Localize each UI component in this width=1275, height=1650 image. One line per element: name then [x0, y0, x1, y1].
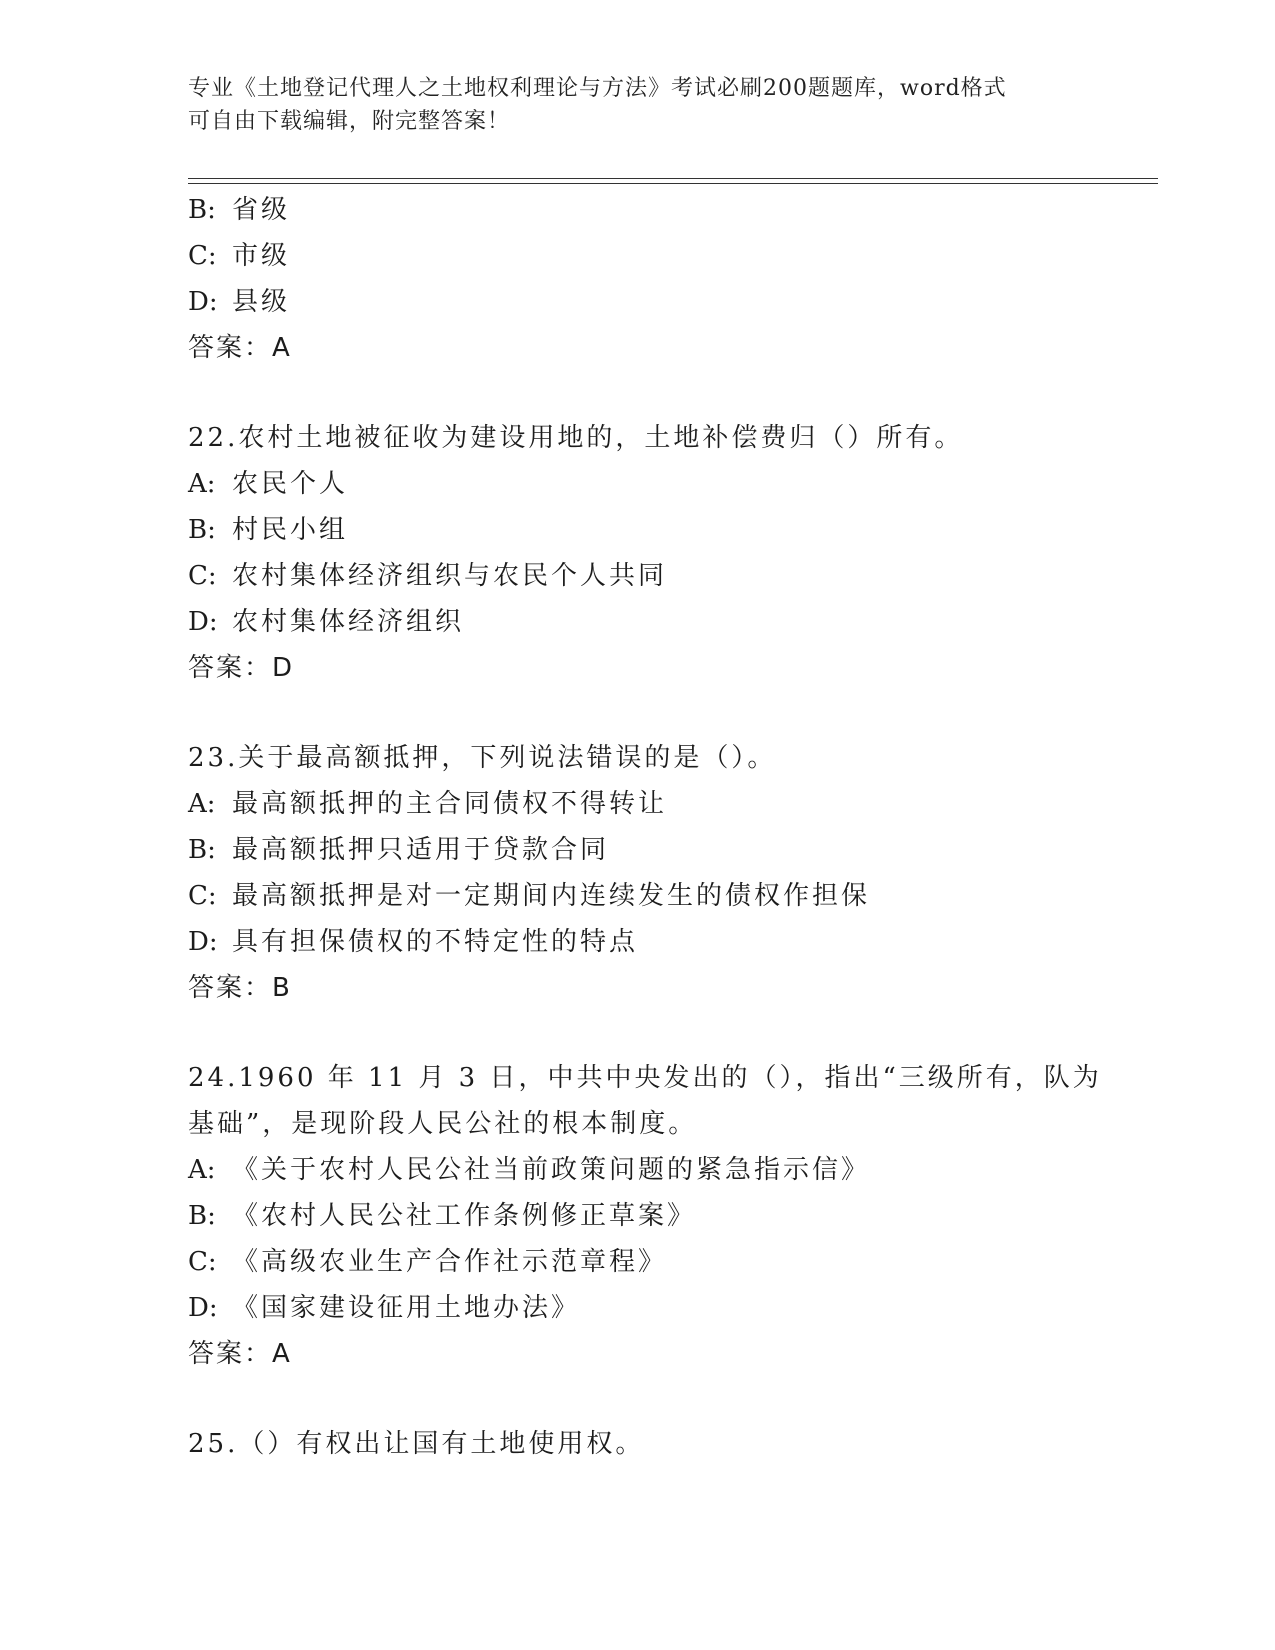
answer-line: 答案：A — [188, 1339, 292, 1369]
option-label: B: — [188, 1201, 216, 1231]
option-text: 《农村人民公社工作条例修正草案》 — [232, 1201, 697, 1231]
answer-line: 答案：B — [188, 973, 292, 1003]
spacer — [188, 691, 1138, 735]
option-label: C: — [188, 1247, 217, 1277]
option-d — [188, 1285, 1138, 1331]
answer-line: 答案：A — [188, 333, 292, 363]
option-c — [188, 1239, 1138, 1285]
option-text: 县级 — [232, 287, 291, 317]
option-text: 最高额抵押是对一定期间内连续发生的债权作担保 — [232, 881, 871, 911]
option-b — [188, 507, 1138, 553]
header-line-2: 可自由下载编辑，附完整答案！ — [188, 109, 511, 134]
option-label: A: — [188, 1155, 216, 1185]
option-c — [188, 553, 1138, 599]
option-d — [188, 599, 1138, 645]
option-text: 省级 — [232, 195, 291, 225]
option-label: C: — [188, 561, 217, 591]
option-a — [188, 781, 1138, 827]
header-divider-bottom — [188, 183, 1158, 184]
option-b — [188, 187, 1138, 233]
option-a — [188, 461, 1138, 507]
option-text: 市级 — [232, 241, 291, 271]
option-text: 村民小组 — [232, 515, 349, 545]
question-stem: 22.农村土地被征收为建设用地的，土地补偿费归（）所有。 — [188, 423, 964, 453]
header-divider-top — [188, 178, 1158, 179]
header-line-1: 专业《土地登记代理人之土地权利理论与方法》考试必刷200题题库，word格式 — [188, 76, 1007, 101]
option-text: 《国家建设征用土地办法》 — [232, 1293, 581, 1323]
option-c — [188, 873, 1138, 919]
option-label: C: — [188, 241, 217, 271]
option-label: B: — [188, 195, 216, 225]
option-text: 《关于农村人民公社当前政策问题的紧急指示信》 — [232, 1155, 871, 1185]
option-d — [188, 279, 1138, 325]
option-text: 具有担保债权的不特定性的特点 — [232, 927, 639, 957]
option-label: D: — [188, 1293, 218, 1323]
option-text: 农民个人 — [232, 469, 349, 499]
spacer — [188, 1377, 1138, 1421]
option-label: C: — [188, 881, 217, 911]
option-b — [188, 827, 1138, 873]
answer-line: 答案：D — [188, 653, 295, 683]
option-d — [188, 919, 1138, 965]
option-label: A: — [188, 469, 216, 499]
option-label: D: — [188, 287, 218, 317]
document-header — [188, 72, 1088, 138]
option-label: B: — [188, 835, 216, 865]
option-text: 最高额抵押的主合同债权不得转让 — [232, 789, 668, 819]
question-stem: 25.（）有权出让国有土地使用权。 — [188, 1429, 645, 1459]
question-stem-continued: 基础”，是现阶段人民公社的根本制度。 — [188, 1109, 698, 1139]
question-content — [188, 187, 1138, 1467]
option-text: 农村集体经济组织 — [232, 607, 465, 637]
spacer — [188, 371, 1138, 415]
question-stem: 24.1960 年 11 月 3 日，中共中央发出的（），指出“三级所有，队为 — [188, 1063, 1102, 1093]
option-text: 最高额抵押只适用于贷款合同 — [232, 835, 610, 865]
option-label: D: — [188, 607, 218, 637]
option-text: 《高级农业生产合作社示范章程》 — [232, 1247, 668, 1277]
option-a — [188, 1147, 1138, 1193]
option-c — [188, 233, 1138, 279]
option-label: A: — [188, 789, 216, 819]
option-b — [188, 1193, 1138, 1239]
spacer — [188, 1011, 1138, 1055]
question-stem: 23.关于最高额抵押，下列说法错误的是（）。 — [188, 743, 777, 773]
option-label: D: — [188, 927, 218, 957]
option-label: B: — [188, 515, 216, 545]
option-text: 农村集体经济组织与农民个人共同 — [232, 561, 668, 591]
